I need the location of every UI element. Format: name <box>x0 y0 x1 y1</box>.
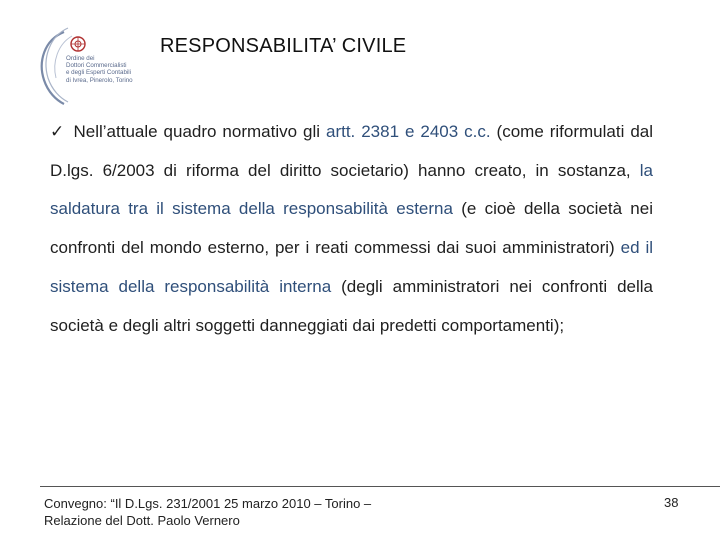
logo-line: e degli Esperti Contabili <box>66 69 132 77</box>
body-text-segment: (come riformulati dal D.lgs. 6/2003 di riforma del diritto societario) hanno creato, in sostanza, <box>50 122 653 180</box>
body-highlight: la saldatura tra il sistema della responsabilità esterna <box>50 160 653 219</box>
body-text-segment: (e cioè della società nei confronti del mondo esterno, per i reati commessi dai suoi amministratori) <box>50 199 653 258</box>
slide-title: RESPONSABILITA’ CIVILE <box>160 35 407 57</box>
footer-line-1: Convegno: “Il D.Lgs. 231/2001 25 marzo 2010 – Torino – <box>44 496 372 511</box>
logo-line: Ordine dei <box>66 55 95 62</box>
footer-conference <box>44 495 371 529</box>
body-text-segment: Nell’attuale quadro normativo gli <box>73 122 326 141</box>
body-highlight: artt. 2381 e 2403 c.c. <box>325 122 491 141</box>
footer-line-2: Relazione del Dott. Paolo Vernero <box>44 513 240 528</box>
checkmark-icon: ✓ <box>50 122 66 141</box>
footer-divider <box>40 486 720 487</box>
logo-line: di Ivrea, Pinerolo, Torino <box>66 76 133 84</box>
logo-line: Dottori Commercialisti <box>66 62 127 70</box>
page-number: 38 <box>664 495 679 510</box>
slide-body <box>50 113 653 345</box>
body-text-segment: (degli amministratori nei confronti della società e degli altri soggetti danneggiati dai predetti comportamenti); <box>50 276 653 335</box>
logo-caption <box>66 55 150 84</box>
body-highlight: ed il sistema della responsabilità interna <box>50 238 654 296</box>
